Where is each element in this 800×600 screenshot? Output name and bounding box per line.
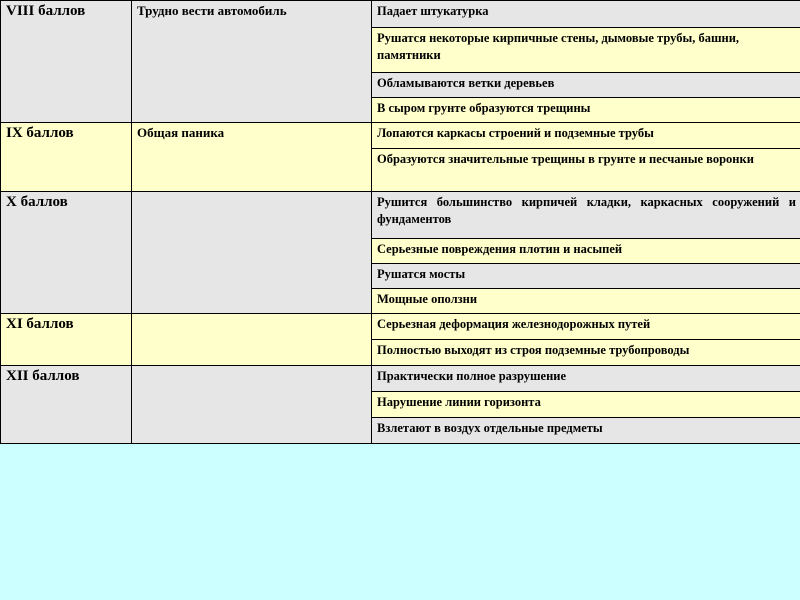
effect-cell: Нарушение линии горизонта	[372, 392, 800, 418]
degree-cell: XI баллов	[1, 314, 132, 366]
degree-cell: X баллов	[1, 192, 132, 314]
table-row	[1, 366, 800, 392]
effect-cell: В сыром грунте образуются трещины	[372, 98, 800, 123]
effect-cell: Мощные оползни	[372, 289, 800, 314]
effect-cell: Серьезная деформация железнодорожных путей	[372, 314, 800, 340]
degree-cell: XII баллов	[1, 366, 132, 444]
effect-cell: Рушится большинство кирпичей кладки, каркасных сооружений и фундаментов	[372, 192, 800, 239]
effect-cell: Рушатся мосты	[372, 264, 800, 289]
human-effect-cell: Трудно вести автомобиль	[132, 1, 372, 123]
degree-cell: VIII баллов	[1, 1, 132, 123]
table-row	[1, 1, 800, 28]
effect-cell: Серьезные повреждения плотин и насыпей	[372, 239, 800, 264]
human-effect-cell: Общая паника	[132, 123, 372, 192]
effect-cell: Образуются значительные трещины в грунте и песчаные воронки	[372, 149, 800, 192]
effect-cell: Обламываются ветки деревьев	[372, 73, 800, 98]
effect-cell: Практически полное разрушение	[372, 366, 800, 392]
table-row	[1, 192, 800, 239]
effect-cell: Падает штукатурка	[372, 1, 800, 28]
effect-cell: Полностью выходят из строя подземные трубопроводы	[372, 340, 800, 366]
human-effect-cell	[132, 192, 372, 314]
effect-cell: Взлетают в воздух отдельные предметы	[372, 418, 800, 444]
effect-cell: Рушатся некоторые кирпичные стены, дымовые трубы, башни, памятники	[372, 28, 800, 73]
table-row	[1, 123, 800, 149]
table-row	[1, 314, 800, 340]
effect-cell: Лопаются каркасы строений и подземные трубы	[372, 123, 800, 149]
human-effect-cell	[132, 314, 372, 366]
degree-cell: IX баллов	[1, 123, 132, 192]
human-effect-cell	[132, 366, 372, 444]
